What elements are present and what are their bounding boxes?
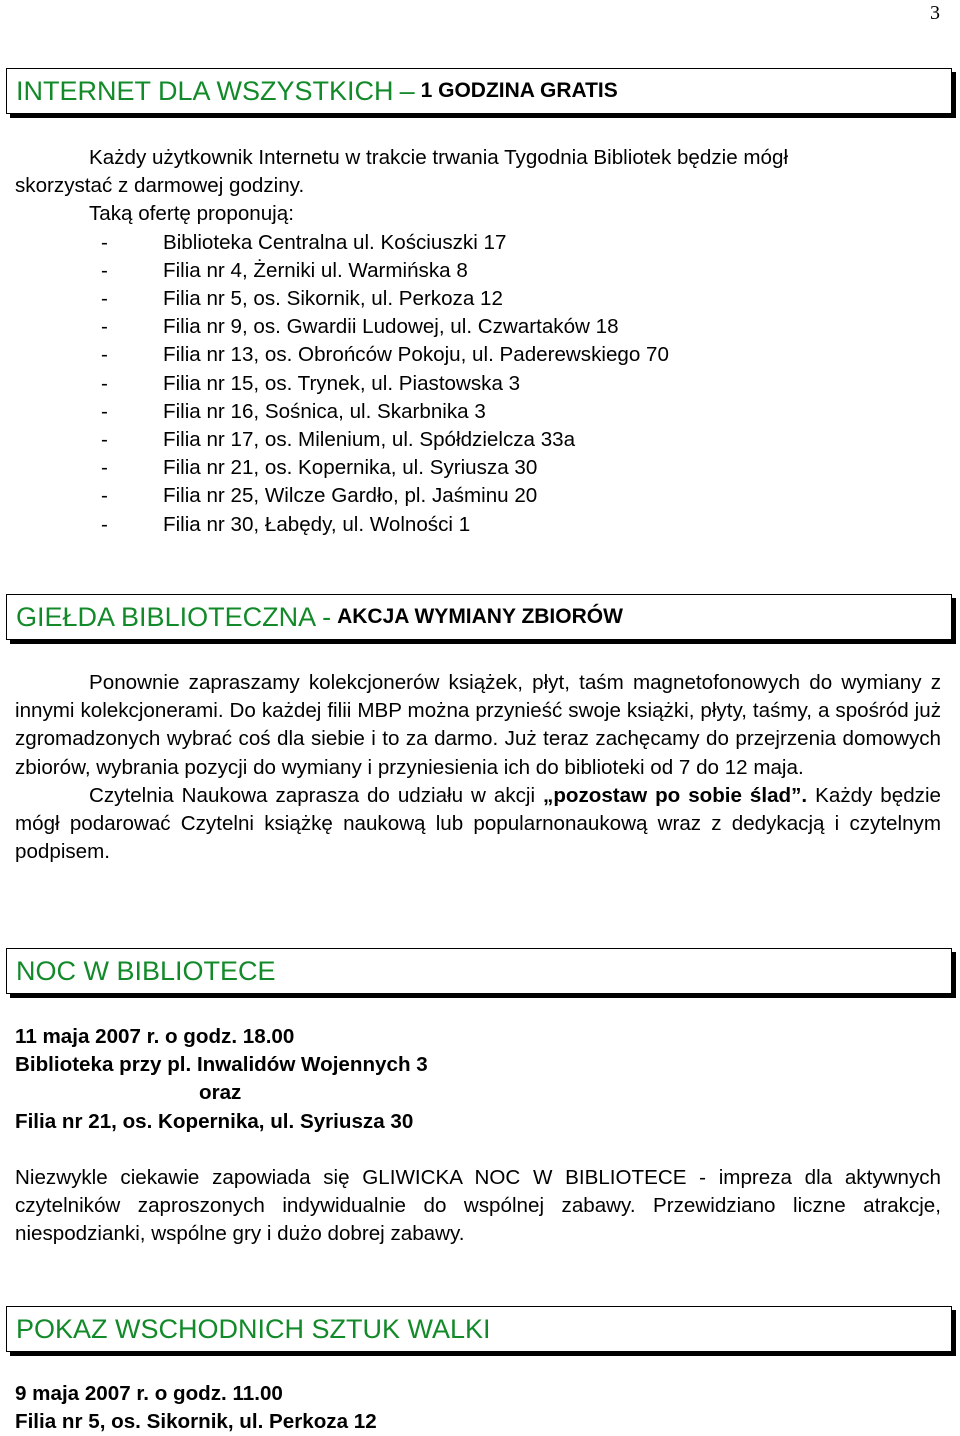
gielda-body <box>15 669 941 866</box>
list-dash: - <box>101 399 108 423</box>
list-item-text: Filia nr 9, os. Gwardii Ludowej, ul. Czwartaków 18 <box>163 315 619 339</box>
event-date: 11 maja 2007 r. o godz. 18.00 <box>15 1025 295 1048</box>
list-item-text: Filia nr 15, os. Trynek, ul. Piastowska 3 <box>163 371 521 395</box>
list-item <box>15 285 941 313</box>
title-separator: – <box>399 75 415 106</box>
intro-line: Taką ofertę proponują: <box>89 202 294 226</box>
list-item <box>15 257 941 285</box>
section-subtitle: AKCJA WYMIANY ZBIORÓW <box>337 605 623 628</box>
section-title: NOC W BIBLIOTECE <box>16 955 276 986</box>
section-header-internet <box>6 68 952 114</box>
list-item <box>15 454 941 482</box>
conjunction: oraz <box>199 1081 242 1105</box>
list-item-text: Biblioteka Centralna ul. Kościuszki 17 <box>163 230 507 254</box>
list-dash: - <box>101 484 108 508</box>
branch-list <box>15 229 941 539</box>
list-item <box>15 398 941 426</box>
event-date: 9 maja 2007 r. o godz. 11.00 <box>15 1382 283 1405</box>
list-item-text: Filia nr 4, Żerniki ul. Warmińska 8 <box>163 258 468 282</box>
list-dash: - <box>101 371 108 395</box>
list-item-text: Filia nr 5, os. Sikornik, ul. Perkoza 12 <box>163 287 503 311</box>
list-dash: - <box>101 258 108 282</box>
list-item <box>15 370 941 398</box>
list-item <box>15 229 941 257</box>
event-place: Filia nr 5, os. Sikornik, ul. Perkoza 12 <box>15 1410 377 1434</box>
list-dash: - <box>101 287 108 311</box>
list-item-text: Filia nr 17, os. Milenium, ul. Spółdzielcza 33a <box>163 428 576 452</box>
list-item-text: Filia nr 30, Łabędy, ul. Wolności 1 <box>163 512 471 536</box>
list-item-text: Filia nr 25, Wilcze Gardło, pl. Jaśminu 20 <box>163 484 538 508</box>
event-place: Biblioteka przy pl. Inwalidów Wojennych 3 <box>15 1053 428 1077</box>
list-dash: - <box>101 230 108 254</box>
internet-body <box>15 144 941 539</box>
paragraph-text: Każdy będzie mógł podarować Czytelni książkę naukową lub popularnonaukową wraz z dedykacją i czytelnym podpisem. <box>15 783 941 864</box>
section-subtitle: 1 GODZINA GRATIS <box>420 79 618 102</box>
list-dash: - <box>101 315 108 339</box>
section-header-gielda <box>6 594 952 640</box>
list-dash: - <box>101 512 108 536</box>
section-title: INTERNET DLA WSZYSTKICH <box>16 75 394 106</box>
event-place: Filia nr 21, os. Kopernika, ul. Syriusza 30 <box>15 1109 414 1133</box>
paragraph: Ponownie zapraszamy kolekcjonerów książek, płyt, taśm magnetofonowych do wymiany z innymi kolekcjonerami. Do każdej filii MBP można przynieść swoje książki, płyty, taśmy, a spośród już zgromadzonych wybrać coś dla siebie i to za darmo. Już teraz zachęcamy do przejrzenia domowych zbiorów, wybrania pozycji do wymiany i przyniesienia ich do biblioteki od 7 do 12 maja. <box>15 671 941 779</box>
campaign-name: „pozostaw po sobie ślad”. <box>543 783 808 807</box>
section-title: POKAZ WSCHODNICH SZTUK WALKI <box>16 1313 491 1344</box>
list-item-text: Filia nr 16, Sośnica, ul. Skarbnika 3 <box>163 399 486 423</box>
list-dash: - <box>101 343 108 367</box>
list-item-text: Filia nr 13, os. Obrońców Pokoju, ul. Paderewskiego 70 <box>163 343 669 367</box>
section-header-noc <box>6 948 952 994</box>
paragraph: Niezwykle ciekawie zapowiada się GLIWICKA NOC W BIBLIOTECE - impreza dla aktywnych czytelników zaproszonych indywidualnie do wspólnej zabawy. Przewidziano liczne atrakcje, niespodzianki, wspólne gry i dużo dobrej zabawy. <box>15 1166 941 1246</box>
list-dash: - <box>101 428 108 452</box>
noc-body <box>15 1023 941 1136</box>
list-item <box>15 341 941 369</box>
list-dash: - <box>101 456 108 480</box>
section-header-pokaz <box>6 1306 952 1352</box>
page-number: 3 <box>930 2 940 24</box>
list-item <box>15 482 941 510</box>
paragraph-text: Czytelnia Naukowa zaprasza do udziału w akcji <box>89 783 544 807</box>
intro-line: Każdy użytkownik Internetu w trakcie trwania Tygodnia Bibliotek będzie mógł <box>89 146 789 169</box>
list-item <box>15 313 941 341</box>
list-item <box>15 511 941 539</box>
title-separator: - <box>322 601 332 632</box>
list-item <box>15 426 941 454</box>
section-title: GIEŁDA BIBLIOTECZNA <box>16 601 317 632</box>
paragraph <box>15 782 941 867</box>
pokaz-body <box>15 1380 941 1436</box>
noc-description <box>15 1164 941 1249</box>
list-item-text: Filia nr 21, os. Kopernika, ul. Syriusza 30 <box>163 456 538 480</box>
intro-line: skorzystać z darmowej godziny. <box>15 174 305 198</box>
